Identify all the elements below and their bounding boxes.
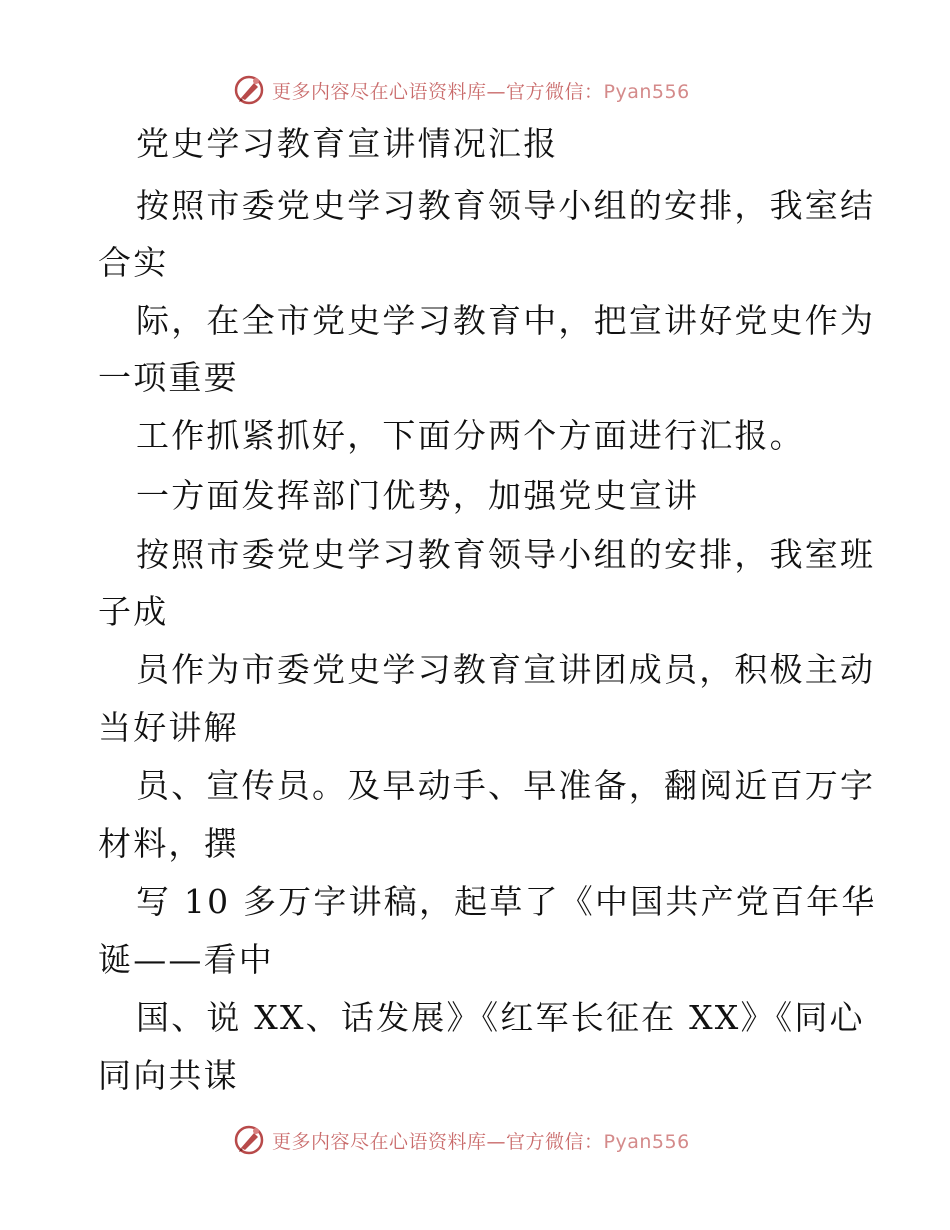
text-line: 员、宣传员。及早动手、早准备，翻阅近百万字 [136, 766, 876, 805]
watermark-text [272, 77, 690, 104]
text-line: 按照市委党史学习教育领导小组的安排，我室结 [136, 186, 876, 225]
text-line: 员作为市委党史学习教育宣讲团成员，积极主动 [136, 650, 876, 689]
section-heading: 一方面发挥部门优势，加强党史宣讲 [136, 476, 700, 515]
watermark-text [272, 1127, 690, 1154]
document-title: 党史学习教育宣讲情况汇报 [136, 124, 559, 163]
header-watermark [232, 72, 752, 108]
text-line: 工作抓紧抓好，下面分两个方面进行汇报。 [136, 416, 805, 455]
text-line: 合实 [98, 243, 169, 282]
pen-logo-icon [232, 1123, 266, 1157]
text-line: 诞——看中 [98, 940, 274, 979]
text-line: 一项重要 [98, 358, 239, 397]
text-line: 子成 [98, 592, 169, 631]
text-line: 当好讲解 [98, 708, 239, 747]
watermark-label: 更多内容尽在心语资料库—官方微信： [272, 1130, 604, 1153]
watermark-account: Pyan556 [603, 1130, 690, 1153]
text-line: 国、说 XX、话发展》《红军长征在 XX》《同心 [136, 998, 865, 1037]
pen-logo-icon [232, 73, 266, 107]
footer-watermark [232, 1122, 752, 1158]
text-line: 际，在全市党史学习教育中，把宣讲好党史作为 [136, 301, 876, 340]
watermark-account: Pyan556 [603, 80, 690, 103]
text-line: 材料，撰 [98, 824, 239, 863]
watermark-label: 更多内容尽在心语资料库—官方微信： [272, 80, 604, 103]
text-line: 写 10 多万字讲稿，起草了《中国共产党百年华 [136, 882, 877, 921]
text-line: 按照市委党史学习教育领导小组的安排，我室班 [136, 535, 876, 574]
text-line: 同向共谋 [98, 1056, 239, 1095]
